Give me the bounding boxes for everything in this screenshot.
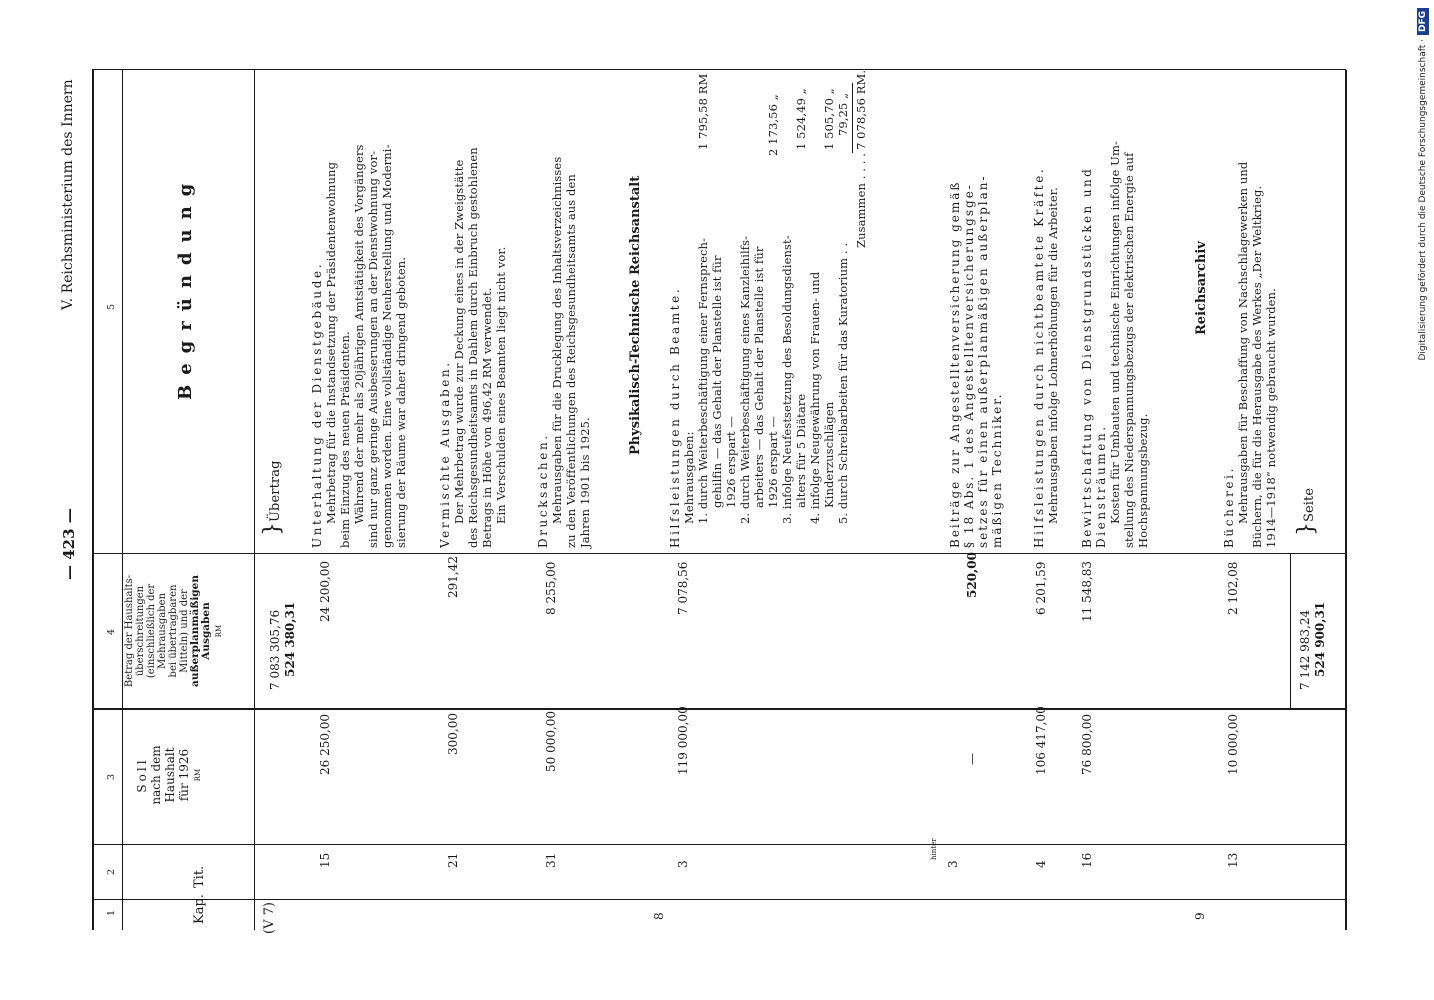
entry-nichtbeamtete: Hilfsleistungen durch nichtbeamtete Kräfte. Mehrausgaben infolge Lohnerhöhungen für die Arbeiter. [1032,166,1060,548]
uebertrag-value2: 524 380,31 [283,601,297,677]
betrag-15: 24 200,00 [318,560,332,622]
column-rule [92,553,1346,554]
entry-buecherei: Bücherei. Mehrausgaben für Beschaffung von Nachschlagewerken und Büchern, die für die Herausgabe des Werkes „Der Weltkrieg. 1914—1918“ notwendig gebraucht wurden. [1222,161,1278,548]
hilfs-item-2: 2. durch Weiterbeschäftigung eines Kanzleihilfs- arbeiters — das Gehalt der Planstelle ist für 1926 erspart — 2 173,56 „ [738,94,780,524]
col-num-4: 4 [106,628,117,635]
tit-hinter-3: 3 [946,860,960,868]
betrag-13: 2 102,08 [1226,561,1240,615]
column-rule [92,844,1346,845]
tit-21: 21 [446,852,460,868]
soll-hinter-3: — [965,753,979,765]
betrag-16: 11 548,83 [1080,560,1094,622]
hilfs-item-3: 3. infolge Neufestsetzung des Besoldungsdienst- alters für 5 Diätare 1 524,49 „ [780,88,808,524]
table-bottom-rule [1345,70,1347,930]
soll-4: 106 417,00 [1034,706,1048,775]
hilfs-item-5: 5. durch Schreibarbeiten für das Kuratorium . . 79,25 „ [836,92,850,524]
soll-3: 119 000,00 [676,706,690,775]
betrag-hinter-3: 520,00 [965,552,979,598]
col-num-3: 3 [106,773,117,780]
col-num-5: 5 [106,303,117,310]
column-rule [92,899,1346,900]
page-number: — 423 — [60,508,78,580]
dfg-logo: DFG [1417,8,1429,35]
uebertrag-brace: } [260,522,285,536]
tit-13: 13 [1226,852,1240,868]
seite-value1: 7 142 983,24 [1298,609,1312,690]
hilfs-item-4: 4. infolge Neugewährung von Frauen- und Kinderzuschlägen 1 505,70 „ [808,88,836,524]
sum-rule [1290,554,1291,710]
betrag-31: 8 255,00 [544,561,558,615]
kap-v7: (V 7) [262,902,277,934]
header-tit: Tit. [192,865,207,888]
col-num-1: 1 [106,909,117,916]
tit-4: 4 [1034,860,1048,868]
header-bottom-rule [254,70,255,930]
entry-beitraege: Beiträge zur Angestelltenversicherung gemäß § 18 Abs. 1 des Angestelltenversicherungsge- setzes für einen außerplanmäßigen außerplan- mäßigen Techniker. [948,174,1004,548]
entry-hilfs-beamte: Hilfsleistungen durch Beamte. Mehrausgaben: 1. durch Weiterbeschäftigung einer Fernsprech- gehilfin — das Gehalt der Planstelle ist für 1926 erspart — 1 795,58 RM 2. durch Weiterbeschäftigung eines Kanzleihilfs- arbeiters — das Gehalt der Planstelle ist für 1926 erspart — 2 173,56 „ 3. infolge Neufestsetzung des Besoldungsdienst- alters für 5 Diätare 1 524,49 „ 4. infolge Neugewährung von Frauen- und Kinderzuschlägen 1 505,70 „ 5. durch Schreibarbeiten für das Kuratorium . . 79,25 „ Zusammen . . . . 7 078,56 RM. [668,69,868,548]
table-top-rule [92,70,94,930]
kap-8: 8 [652,912,666,920]
soll-21: 300,00 [446,713,460,755]
seite-value2: 524 900,31 [1313,601,1327,677]
running-head: V. Reichsministerium des Innern [60,79,76,310]
entry-21: Vermischte Ausgaben. Der Mehrbetrag wurde zur Deckung eines in der Zweigstätte des Reichsgesundheitsamts in Dahlem durch Einbruch gestohlenen Betrags in Höhe von 496,42 RM verwendet. Ein Verschulden eines Beamten liegt nicht vor. [438,147,508,548]
uebertrag-label: Übertrag [268,460,283,522]
betrag-21: 291,42 [446,556,460,598]
tit-3: 3 [676,860,690,868]
header-rule [122,70,123,930]
entry-bewirtschaftung: Bewirtschaftung von Dienstgrundstücken und Diensträumen. Kosten für Umbauten und technische Einrichtungen infolge Um- stellung des Niederspannungsbezugs der elektrischen Energie auf Hochspannungsbezug. [1080,141,1150,548]
betrag-3: 7 078,56 [676,561,690,615]
seite-brace: } [1294,522,1319,536]
seite-label: Seite [1302,487,1317,522]
soll-13: 10 000,00 [1226,713,1240,775]
column-rule [92,708,1346,710]
soll-15: 26 250,00 [318,713,332,775]
soll-16: 76 800,00 [1080,713,1094,775]
tit-15: 15 [318,852,332,868]
section-reichsarchiv: Reichsarchiv [1194,241,1209,335]
betrag-4: 6 201,59 [1034,561,1048,615]
header-soll: Soll nach dem Haushalt für 1926 RM [135,745,202,805]
header-betrag: Betrag der Haushalts- überschreitungen (einschließlich der Mehrausgaben bei übertragbaren Mitteln) und der außerplanmäßigen Ausgaben RM [124,574,223,688]
tit-16: 16 [1080,852,1094,868]
entry-31: Drucksachen. Mehrausgaben für die Drucklegung des Inhaltsverzeichnisses zu den Veröffentlichungen des Reichsgesundheitsamts aus den Jahren 1901 bis 1925. [536,156,592,548]
digitization-text: Digitalisierung gefördert durch die Deutsche Forschungsgemeinschaft · [1418,39,1428,361]
section-ptr: Physikalisch-Technische Reichsanstalt [628,175,643,455]
header-begruendung: Begründung [175,173,196,400]
digitization-note [1414,8,1432,994]
tit-hinter-label: hinter [930,838,938,860]
tit-31: 31 [544,852,558,868]
entry-15: Unterhaltung der Dienstgebäude. Mehrbetrag für die Instandsetzung der Präsidentenwohnung beim Einzug des neuen Präsidenten. Während der mehr als 20jährigen Amtstätigkeit des Vorgängers sind nur ganz geringe Ausbesserungen an der Dienstwohnung vor- genommen worden. Eine vollständige Neuherstellung und Moderni- sierung der Räume war daher dringend geboten. [310,144,408,548]
hilfs-item-1: 1. durch Weiterbeschäftigung einer Fernsprech- gehilfin — das Gehalt der Planstelle ist für 1926 erspart — 1 795,58 RM [696,73,738,524]
uebertrag-value1: 7 083 305,76 [268,609,282,690]
hilfs-total: Zusammen . . . . 7 078,56 RM. [854,69,868,248]
col-num-2: 2 [106,868,117,875]
kap-9: 9 [1193,912,1207,920]
header-kap: Kap. [192,894,207,924]
soll-31: 50 000,00 [544,710,558,772]
